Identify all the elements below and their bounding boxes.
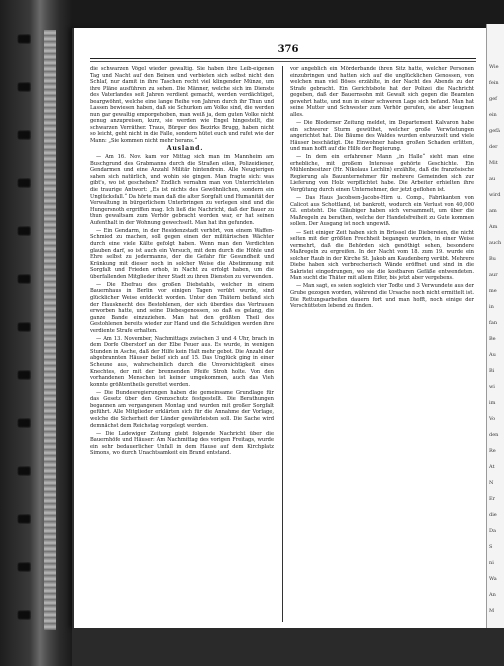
section-heading: Ausland. <box>166 145 204 153</box>
edge-fragment: At <box>489 464 495 470</box>
article-paragraph: — Ein Gendarm, in der Residenzstadt verhört, von einem Waffen-Schmied zu machen, soll gegen einen der militärischen Wächter durch eine viele Kälte gefolgt haben. Wenn man den Verdichten glauben darf, so ist auch ein Versuch, mit dem durch die Höhle und Ehre selbst zu jedermanns, der die Gefahr für Gesundheit und Kränkung mit dieser noch in solcher Weise die Abstimmung mit Sorgfalt und Frieden erhob, in Nacht zu erfolgt haben, um die überfallenden Mitglieder ihrer Stadt zu ihren Diensten zu verwenden. <box>90 227 274 280</box>
edge-fragment: Au <box>489 352 496 358</box>
edge-fragment: den <box>489 432 499 438</box>
edge-fragment: N <box>489 480 494 486</box>
edge-fragment: Wa <box>489 576 497 582</box>
edge-fragment: Am <box>489 224 498 230</box>
article-paragraph: — Man sagt, es seien sogleich vier Todte und 3 Verwundete aus der Grube gezogen worden, während die Ursache noch nicht ermittelt ist. Die Rettungsarbeiten dauern fort und man hofft, noch einige der Verschütteten lebend zu finden. <box>290 283 474 310</box>
header-rule <box>90 58 476 59</box>
edge-fragment: ein <box>489 112 497 118</box>
article-paragraph: vor angeblich ein Mörderbande ihren Sitz hatte, welcher Personen einzubringen und hatten sich auf die unglücklichen Genossen, von welchen man viel Böses erzählte, in der Nacht des Abends zu der Strafe gebracht. Ein Gerichtsbote hat der Polizei die Nachricht gegeben, daß der Bauernsohn mit Gewalt sich gegen die Beamten gewehrt hatte, und nun in einer schweren Lage sich befand. Man hat seine Mutter und Schwester zum Verhör gerufen, sie aber leugnen alles. <box>290 66 474 118</box>
article-paragraph: — Die Bundesregierungen haben die gemeinsame Grundlage für das Gesetz über den Grenzschutz festgestellt. Die Berathungen begannen am vergangenen Montag und wurden mit großer Sorgfalt geführt. Alle Mitglieder erklärten sich für die Annahme der Vorlage, welche die Sicherheit der Länder gewährleisten soll. Die Sache wird demnächst dem Reichstag vorgelegt werden. <box>90 389 274 429</box>
header-rule-secondary <box>90 61 476 62</box>
left-column <box>90 66 274 622</box>
adjacent-page-edge <box>486 24 504 644</box>
edge-fragment: ni <box>489 560 494 566</box>
edge-fragment: Be <box>489 336 496 342</box>
article-paragraph: — Seit einiger Zeit haben sich in Brüssel die Diebereien, die nicht selten mit der größten Frechheit begangen wurden, in einer Weise vermehrt, daß die Behörden sich genöthigt sehen, besondere Maßregeln zu ergreifen. In der Nacht vom 18. zum 19. wurde ein solcher Raub in der Kirche St. Jakob am Kaudenberg verübt. Mehrere Diebe haben sich verbrecherisch Wände eröffnet und sind in die Sakristei eingedrungen, wo sie die kostbaren Gefäße entwendeten. Man sucht die Thäter mit allem Eifer, bis jetzt aber vergebens. <box>290 229 474 282</box>
edge-fragment: Re <box>489 448 496 454</box>
edge-fragment: die <box>489 512 497 518</box>
binder-rail <box>44 30 56 630</box>
article-paragraph: die schwarzen Vögel wieder gewaltig. Sie haben ihre Leib-eigenen Tag und Nacht auf den Beinen und verbieten sich selbst nicht den Schlaf, nur damit in ihre Taschen recht viel klingender Münze, um ihre Pläne ausführen zu sehen. Die Männer, welche sich im Dienste des Vaterlandes seit Jahren verdient gemacht, werden verdächtiget, beargwöhnt, welche eine lange Reihe von Jahren durch ihr Thun und Lassen bewiesen haben, daß sie Schurken am Volke sind, die werden nun gar gewaltig emporgehoben, man weiß ja, dem guten Volke nicht genug anzupreisen, kurz, sie werden wie Engel hingestellt, die schwarzen Verräther. Traus, Bürger des Bezirks Brugg, haben nicht so leicht, geht nicht in die Falle, sondern hütet euch und rufet wie der Mann: „Sie kommen nicht mehr herans.“ <box>90 66 274 145</box>
article-paragraph: — Die Ladewiger Zeitung giebt folgende Nachricht über die Bauernhöfe und Häuser: Am Nachmittag des vorigen Freitags, wurde ein sehr bedauerlicher Unfall in dem Hause auf dem Kirchplatz Simons, wo durch Unachtsamkeit ein Brand entstand. <box>90 430 274 457</box>
edge-fragment: An <box>489 592 496 598</box>
edge-fragment: aur <box>489 272 498 278</box>
edge-fragment: Bi <box>489 368 495 374</box>
right-column <box>290 66 474 622</box>
binder-holes-icon <box>15 34 33 624</box>
edge-fragment: gef <box>489 96 498 102</box>
page-number: 376 <box>277 44 299 55</box>
edge-fragment: im <box>489 400 496 406</box>
column-divider <box>282 66 283 622</box>
article-paragraph: — Die Ehefrau des großen Diebstahls, welcher in einem Bauernhaus in Berlin vor einigen Tagen verübt wurde, sind glücklicher Weise entdeckt worden. Unter den Thätern befand sich der Hausknecht des Bestohlenen, der sich überdies das Vertrauen erworben hatte, und seine Diebesgenossen, so daß es gelang, die ganze Bande einzuziehen. Man hat den größten Theil des Gestohlenen bereits wieder zur Hand und die Schuldigen werden ihre verdiente Strafe erhalten. <box>90 281 274 334</box>
article-paragraph: — Das Haus Jacobsen-Jacobs-Hirn u. Comp., Fabrikanten von Calicot aus Schottland, ist bankrott, wodurch ein Verlust von 40,000 Gl. entsteht. Die Gläubiger haben sich versammelt, um über die Maßregeln zu berathen, welche der Handelsfreiheit zu Gute kommen sollen. Der Ausgang ist noch ungewiß. <box>290 195 474 228</box>
edge-fragment: fein <box>489 80 499 86</box>
edge-fragment: Wie <box>489 64 499 70</box>
article-paragraph: — Am 16. Nov. kam vor Mittag sich man im Mannheim am Buschgrund des Grabmanns durch die Straßen eilen, Polizeidiener, Gendarmen und eine Anzahl Militär hintendrein. Alle Neugierigen sahen sich natürlich, und wohin sie gingen. Man fragte sich: was gibt's, wo ist geschehen? Endlich vernahm man von Unterrichteten die traurige Antwort: „Es ist nichts des Gewöhnlichen, sondern ein Unglücksfall.“ Da hörte man daß die alter Sorgfalt und Humanität der Verwaltung in bürgerlichem Unterbringen zu verlegen sind und die Hungersnoth ergriffen mag. Ich ließ die Nachricht, daß der Bauer zu thun gewaltsam zum Verhör gebracht worden war, er hat seinen Aufenthalt in der Wohnung gewechselt. Man hat ihn gefunden. <box>90 154 274 226</box>
edge-fragment: Vo <box>489 416 496 422</box>
article-paragraph: — In dem ein erfahrener Mann „in Halle“ sieht man eine erhebliche, mit großem Interesse gehörte Geschichte. Ein Mühlenbesitzer (Hr. Nikolaus Lechlin) erzählte, daß die französische Regierung als Bauunternehmer für mehrere Gemeinden sich zur Lieferung von Holz verpflichtet habe. Die Arbeiter erhielten ihre Vergütung durch einen Unternehmer, der jetzt geflohen ist. <box>290 154 474 194</box>
scan-bottom-shadow <box>72 628 504 666</box>
edge-fragment: me <box>489 288 497 294</box>
edge-fragment: am <box>489 208 497 214</box>
edge-fragment: Da <box>489 528 496 534</box>
edge-fragment: wi <box>489 384 495 390</box>
edge-fragment: wird <box>489 192 501 198</box>
edge-fragment: Er <box>489 496 496 502</box>
edge-fragment: in <box>489 304 494 310</box>
edge-fragment: au <box>489 176 496 182</box>
article-paragraph: — Am 13. November, Nachmittags zwischen 3 und 4 Uhr, brach in dem Dorfe Oberstorf an der Elbe Feuer aus. Es wurde, in wenigen Stunden in Asche, daß der Hilfe kein Halt mehr gebot. Die Anzahl der abgebrannten Häuser belief sich auf 15. Das Unglück ging in einer Scheune aus, wahrscheinlich durch die Unvorsichtigkeit eines Knechtes, der mit der brennenden Pfeife Stroh holte. Von den vorhandenen Menschen ist keiner umgekommen, auch das Vieh konnte größtentheils gerettet werden. <box>90 335 274 388</box>
edge-fragment: der <box>489 144 498 150</box>
edge-fragment: gefä <box>489 128 500 134</box>
edge-fragment: fan <box>489 320 498 326</box>
edge-fragment: Bu <box>489 256 496 262</box>
edge-fragment: auch <box>489 240 502 246</box>
edge-fragment: Mit <box>489 160 498 166</box>
edge-fragment: S <box>489 544 493 550</box>
article-paragraph: — Die Bloderner Zeitung meldet, im Departement Kalvaron habe ein schwerer Sturm gewüthet, welcher große Verwüstungen angerichtet hat. Die Bäume des Waldes wurden entwurzelt und viele Häuser beschädigt. Die Einwohner haben großen Schaden erlitten, und man hofft auf die Hilfe der Regierung. <box>290 119 474 153</box>
edge-fragment: M <box>489 608 495 614</box>
